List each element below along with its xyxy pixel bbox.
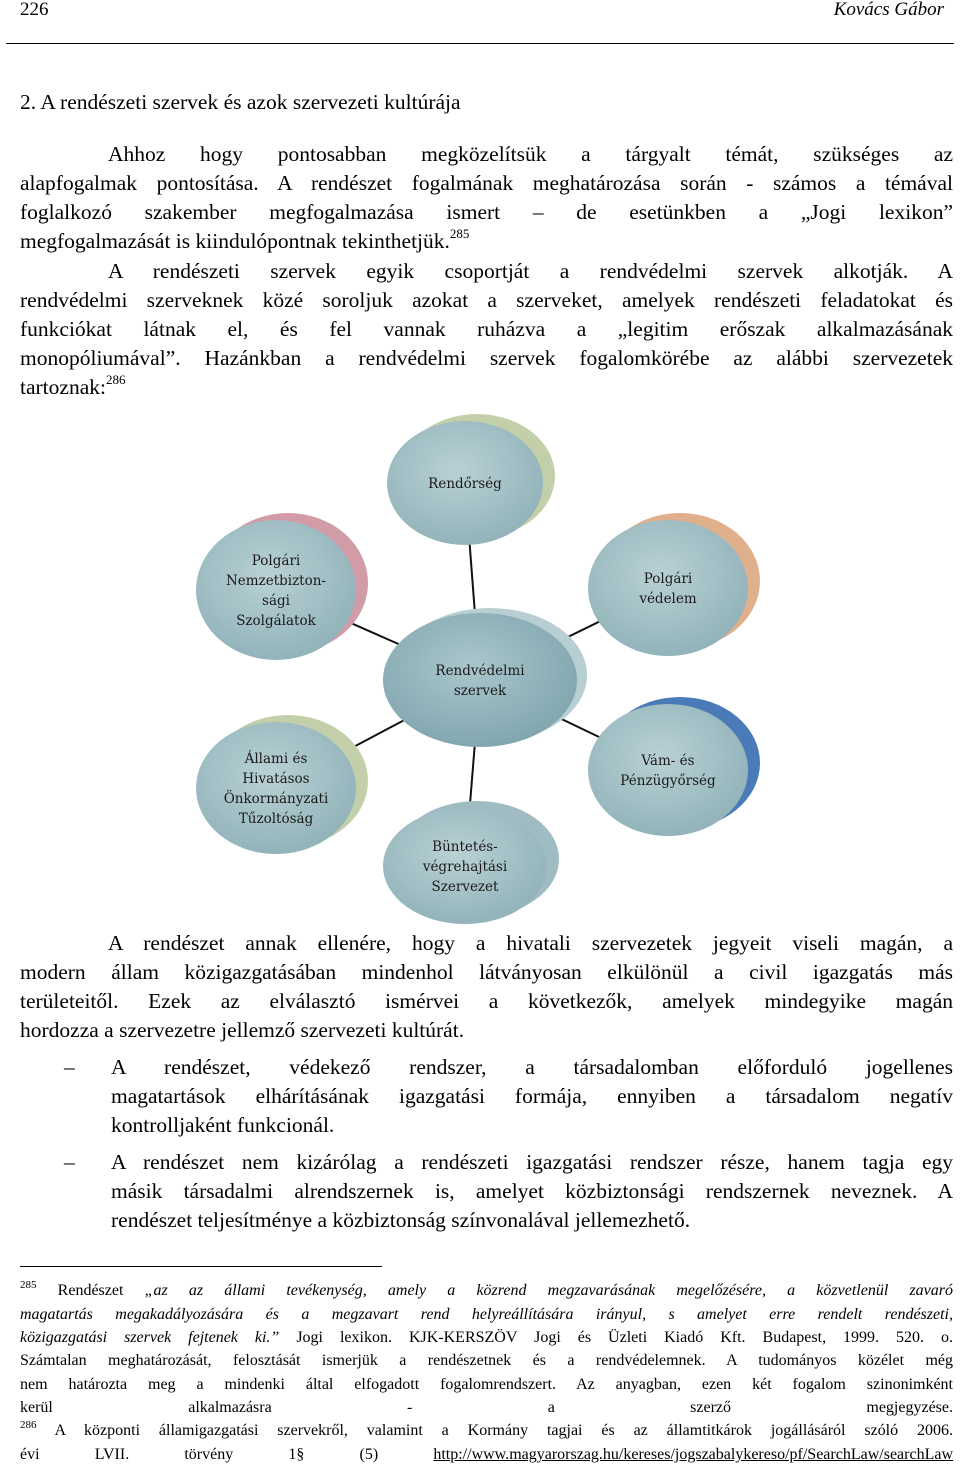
footnote-text: Rendészet xyxy=(57,1282,145,1299)
paragraph2-last-line xyxy=(20,374,953,403)
node-label: Állami és xyxy=(244,751,308,767)
node-ellipse xyxy=(588,520,748,656)
header-rule xyxy=(6,43,954,44)
paragraph3-line: területeitől. Ezek az elválasztó ismérvei a következők, amelyek mindegyike magán xyxy=(20,989,953,1013)
footnote-ref-285[interactable]: 285 xyxy=(449,226,470,241)
bullet-dash: – xyxy=(64,1055,75,1079)
node-label: végrehajtási xyxy=(422,859,508,875)
footnote-285-line xyxy=(20,1305,953,1325)
node-label: Polgári xyxy=(251,553,301,569)
footnote-285-line xyxy=(20,1328,953,1348)
footnote-text: A központi államigazgatási szervekről, valamint a Kormány tagjai és az államtitkárok jogállásáról szóló 2006. xyxy=(54,1422,953,1439)
center-label: szervek xyxy=(453,683,507,699)
paragraph1-line: foglalkozó szakember megfogalmazása ismert – de esetünkben a „Jogi lexikon” xyxy=(20,200,953,224)
bullet1-line: magatartások elhárításának igazgatási formája, ennyiben a társadalom negatív xyxy=(111,1084,953,1108)
node-label: Hivatásos xyxy=(242,771,310,787)
bullet1-line: kontrolljaként funkcionál. xyxy=(111,1113,335,1137)
paragraph3-line: modern állam közigazgatásában mindenhol látványosan elkülönül a civil igazgatás más xyxy=(20,960,953,984)
node-label: Szolgálatok xyxy=(236,613,316,629)
node-label: Polgári xyxy=(643,571,693,587)
node-label: Nemzetbizton- xyxy=(225,573,327,589)
center-ellipse xyxy=(383,613,577,747)
footnote-number: 285 xyxy=(20,1279,37,1291)
node-ellipse xyxy=(196,520,356,660)
footnote-285-line: Számtalan meghatározását, felosztását ismerjük a rendészetnek és a rendvédelemnek. A tudományos közélet még xyxy=(20,1352,953,1369)
bullet2-line: másik társadalmi alrendszernek is, amelyet közbiztonsági rendszernek neveznek. A xyxy=(111,1179,953,1203)
bullet2-line: A rendészet nem kizárólag a rendészeti igazgatási rendszer része, hanem tagja egy xyxy=(111,1150,953,1174)
paragraph2-line: monopóliumával”. Hazánkban a rendvédelmi szervek fogalomkörébe az alábbi szervezetek xyxy=(20,346,953,370)
node-label: Tűzoltóság xyxy=(238,811,314,827)
node-label: védelem xyxy=(639,591,697,607)
footnote-ref-286[interactable]: 286 xyxy=(105,372,126,387)
paragraph3-line: hordozza a szervezetre jellemző szervezeti kultúrát. xyxy=(20,1018,465,1042)
law-enforcement-organizations-diagram xyxy=(180,408,780,928)
node-ellipse xyxy=(196,722,356,854)
footnote-quote: magatartás megakadályozására és a megzavart rend helyreállítására irányul, s amelyet erre rendelt rendészeti, xyxy=(20,1306,953,1323)
node-label: Pénzügyőrség xyxy=(620,773,716,789)
footnote-quote: „az az állami tevékenység, amely a közrend megzavarásának megelőzésére, a közvetlenül zavaró xyxy=(144,1282,954,1299)
footnote-text: Jogi lexikon. KJK-KERSZÖV Jogi és Üzleti Kiadó Kft. Budapest, 1999. 520. o. xyxy=(279,1329,954,1346)
paragraph2-line: A rendészeti szervek egyik csoportját a rendvédelmi szervek alkotják. A xyxy=(108,259,953,283)
paragraph1-last-line xyxy=(20,228,953,257)
paragraph1-line: alapfogalmak pontosítása. A rendészet fogalmának meghatározása során - számos a témával xyxy=(20,171,953,195)
bullet2-line: rendészet teljesítménye a közbiztonság színvonalával jellemezhető. xyxy=(111,1208,691,1232)
footnote-285-line: nem határozta meg a mindenki által elfogadott fogalomrendszert. Az anyagban, ezen két fogalom szinonimként xyxy=(20,1376,953,1393)
footnote-quote: közigazgatási szervek fejtenek ki.” xyxy=(20,1329,280,1346)
footnote-text: évi LVII. törvény 1§ (5) xyxy=(20,1446,434,1463)
node-label: Rendőrség xyxy=(428,476,502,492)
paragraph2-line: funkciókat látnak el, és fel vannak ruházva a „legitim erőszak alkalmazásának xyxy=(20,317,953,341)
footnote-rule xyxy=(20,1266,382,1267)
paragraph2-line: rendvédelmi szerveknek közé soroljuk azokat a szerveket, amelyek rendészeti feladatokat és xyxy=(20,288,953,312)
law-link[interactable]: http://www.magyarorszag.hu/kereses/jogszabalykereso/pf/SearchLaw/searchLaw xyxy=(433,1446,953,1463)
page-number: 226 xyxy=(20,0,49,20)
node-ellipse xyxy=(588,704,748,836)
node-label: Büntetés- xyxy=(432,839,498,855)
footnote-285-line xyxy=(20,1281,953,1302)
paragraph1-text: megfogalmazását is kiindulópontnak tekinthetjük. xyxy=(20,229,450,253)
node-label: Önkormányzati xyxy=(223,791,329,807)
bullet1-line: A rendészet, védekező rendszer, a társadalomban előforduló jogellenes xyxy=(111,1055,953,1079)
node-label: Szervezet xyxy=(431,879,499,895)
bullet-dash: – xyxy=(64,1150,75,1174)
node-label: sági xyxy=(262,593,290,609)
center-label: Rendvédelmi xyxy=(435,663,525,679)
diagram-nodes xyxy=(196,414,760,924)
paragraph2-text: tartoznak: xyxy=(20,375,106,399)
running-head-author: Kovács Gábor xyxy=(833,0,944,20)
paragraph3-line: A rendészet annak ellenére, hogy a hivatali szervezetek jegyeit viseli magán, a xyxy=(108,931,953,955)
footnote-286-line xyxy=(20,1421,953,1442)
node-label: Vám- és xyxy=(641,753,695,769)
section-title: 2. A rendészeti szervek és azok szervezeti kultúrája xyxy=(20,90,461,114)
footnote-number: 286 xyxy=(20,1419,37,1431)
paragraph1-line: Ahhoz hogy pontosabban megközelítsük a tárgyalt témát, szükséges az xyxy=(108,142,953,166)
footnote-285-line: kerül alkalmazásra - a szerző megjegyzése. xyxy=(20,1399,953,1416)
footnote-286-line xyxy=(20,1445,953,1465)
